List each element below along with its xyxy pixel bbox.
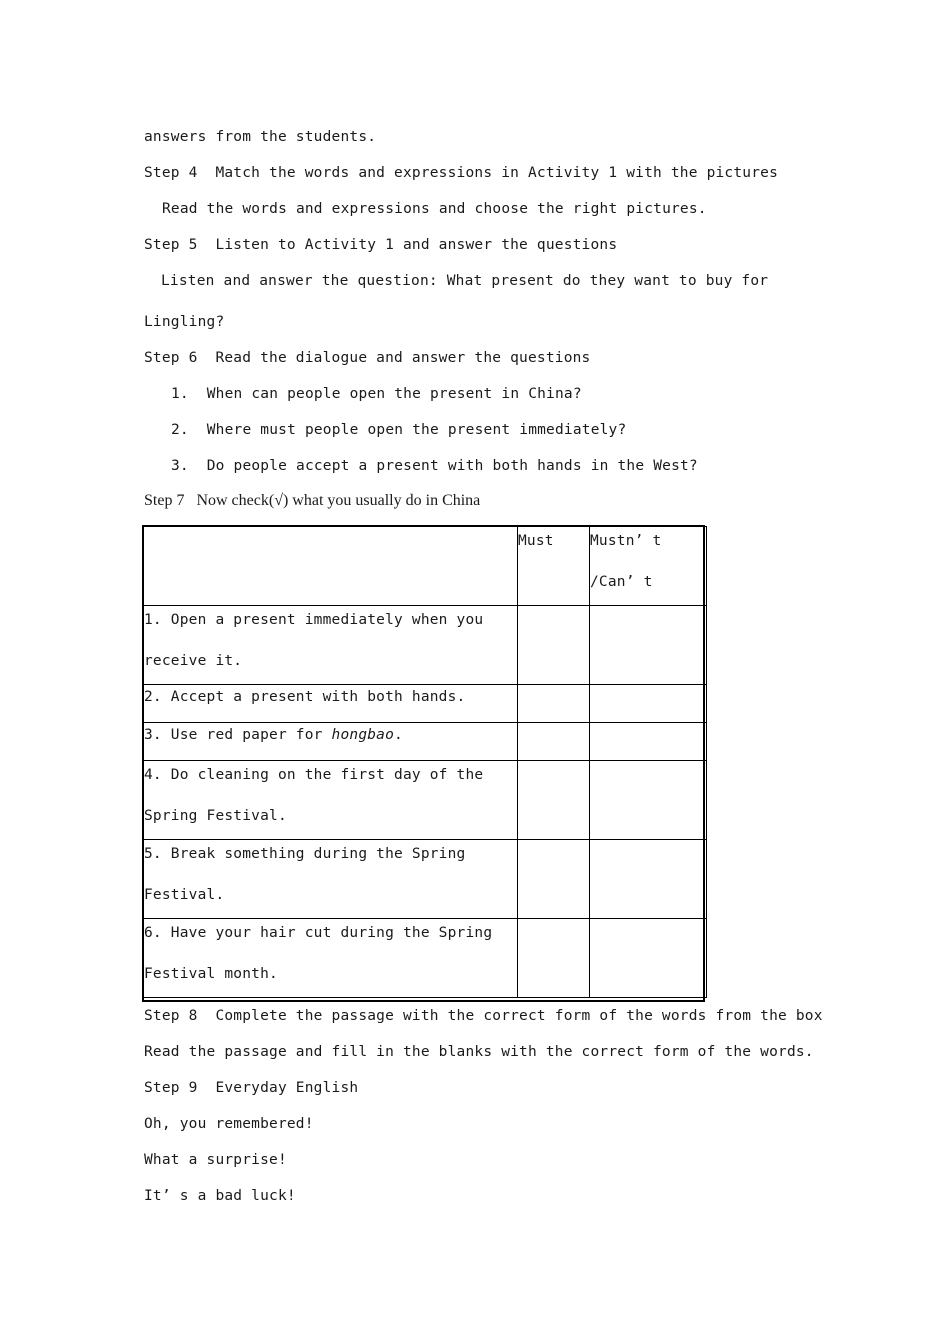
- table-row: [144, 840, 707, 919]
- step-4-heading: Step 4 Match the words and expressions in Activity 1 with the pictures: [144, 165, 779, 181]
- mustnt-check-cell[interactable]: [590, 685, 707, 723]
- must-check-cell[interactable]: [518, 685, 590, 723]
- question-1: 1. When can people open the present in China?: [171, 386, 582, 402]
- must-check-cell[interactable]: [518, 919, 590, 998]
- table-row-label: 5. Break something during the Spring Festival.: [144, 840, 518, 919]
- mustnt-check-cell[interactable]: [590, 840, 707, 919]
- mustnt-check-cell[interactable]: [590, 606, 707, 685]
- table-row: [144, 761, 707, 840]
- step-8-heading: Step 8 Complete the passage with the correct form of the words from the box: [144, 1008, 823, 1024]
- table-header-mustnt: Mustn’ t /Can’ t: [590, 527, 707, 606]
- line-answers: answers from the students.: [144, 129, 377, 145]
- table-row-label: 4. Do cleaning on the first day of the Spring Festival.: [144, 761, 518, 840]
- table-header-blank: [144, 527, 518, 606]
- table-row-label: 3. Use red paper for hongbao.: [144, 723, 518, 761]
- step-5-heading: Step 5 Listen to Activity 1 and answer the questions: [144, 237, 618, 253]
- step-5-instruction: Listen and answer the question: What present do they want to buy for: [161, 273, 769, 289]
- step-8-instruction: Read the passage and fill in the blanks with the correct form of the words.: [144, 1044, 814, 1060]
- table-row: [144, 685, 707, 723]
- table-row: [144, 919, 707, 998]
- table-header-row: [144, 527, 707, 606]
- must-check-cell[interactable]: [518, 840, 590, 919]
- must-check-cell[interactable]: [518, 761, 590, 840]
- table-header-must: Must: [518, 527, 590, 606]
- step-4-instruction: Read the words and expressions and choose the right pictures.: [162, 201, 707, 217]
- question-2: 2. Where must people open the present immediately?: [171, 422, 627, 438]
- everyday-english-3: It’ s a bad luck!: [144, 1188, 296, 1204]
- step-5-instruction-cont: Lingling?: [144, 314, 225, 330]
- mustnt-check-cell[interactable]: [590, 723, 707, 761]
- step-7-heading: Step 7 Now check(√) what you usually do in China: [144, 492, 481, 509]
- question-3: 3. Do people accept a present with both hands in the West?: [171, 458, 698, 474]
- step-6-heading: Step 6 Read the dialogue and answer the questions: [144, 350, 591, 366]
- step-9-heading: Step 9 Everyday English: [144, 1080, 359, 1096]
- check-table: [143, 526, 707, 998]
- table-row-label: 1. Open a present immediately when you receive it.: [144, 606, 518, 685]
- everyday-english-1: Oh, you remembered!: [144, 1116, 314, 1132]
- mustnt-check-cell[interactable]: [590, 919, 707, 998]
- mustnt-check-cell[interactable]: [590, 761, 707, 840]
- table-row-label: 6. Have your hair cut during the Spring Festival month.: [144, 919, 518, 998]
- everyday-english-2: What a surprise!: [144, 1152, 287, 1168]
- table-row: [144, 606, 707, 685]
- must-check-cell[interactable]: [518, 606, 590, 685]
- table-row-label: 2. Accept a present with both hands.: [144, 685, 518, 723]
- must-check-cell[interactable]: [518, 723, 590, 761]
